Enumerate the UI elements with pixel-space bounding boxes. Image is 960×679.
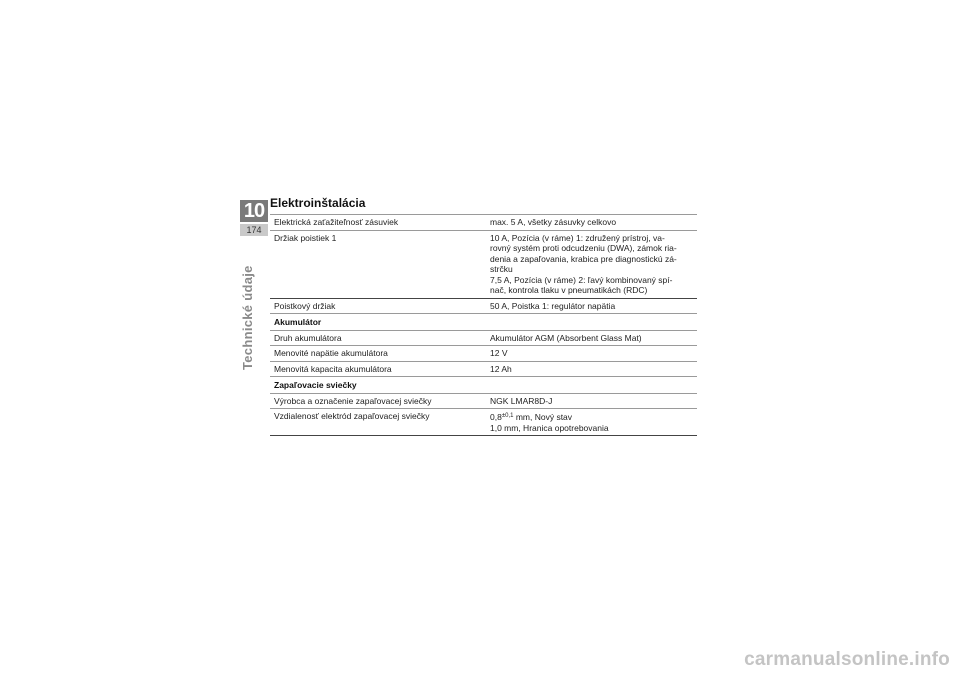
table-row xyxy=(270,393,697,409)
row-value: NGK LMAR8D-J xyxy=(486,393,697,409)
table-row xyxy=(270,346,697,362)
value-line: 10 A, Pozícia (v ráme) 1: združený prístroj, va- xyxy=(490,232,665,243)
spec-table xyxy=(270,214,697,436)
row-label: Druh akumulátora xyxy=(270,330,486,346)
row-value xyxy=(486,230,697,298)
table-row xyxy=(270,215,697,231)
gap-value: 0,8 xyxy=(490,412,502,422)
value-line: 7,5 A, Pozícia (v ráme) 2: ľavý kombinovaný spí- xyxy=(490,274,673,285)
gap-tolerance: ±0,1 xyxy=(501,413,514,419)
section-heading: Zapaľovacie sviečky xyxy=(270,377,697,394)
value-line: strčku xyxy=(490,264,513,274)
row-value: 50 A, Poistka 1: regulátor napätia xyxy=(486,298,697,314)
row-label: Vzdialenosť elektród zapaľovacej sviečky xyxy=(270,409,486,436)
row-label: Výrobca a označenie zapaľovacej sviečky xyxy=(270,393,486,409)
row-value: 12 V xyxy=(486,346,697,362)
row-label: Menovité napätie akumulátora xyxy=(270,346,486,362)
watermark: carmanualsonline.info xyxy=(744,649,950,670)
row-label: Poistkový držiak xyxy=(270,298,486,314)
chapter-number: 10 xyxy=(240,200,268,222)
section-heading: Akumulátor xyxy=(270,314,697,331)
table-row xyxy=(270,230,697,298)
chapter-side-label: Technické údaje xyxy=(240,265,255,370)
page-number: 174 xyxy=(240,224,268,236)
value-line xyxy=(490,411,697,423)
table-row xyxy=(270,330,697,346)
row-label: Držiak poistiek 1 xyxy=(270,230,486,298)
row-label: Elektrická zaťažiteľnosť zásuviek xyxy=(270,215,486,231)
table-row xyxy=(270,361,697,377)
value-line: rovný systém proti odcudzeniu (DWA), zámok ria- xyxy=(490,243,677,253)
row-value: Akumulátor AGM (Absorbent Glass Mat) xyxy=(486,330,697,346)
value-line: 1,0 mm, Hranica opotrebovania xyxy=(490,422,609,433)
gap-unit: mm, Nový stav xyxy=(513,412,573,422)
row-value: 12 Ah xyxy=(486,361,697,377)
row-value xyxy=(486,409,697,436)
section-row xyxy=(270,377,697,394)
table-row xyxy=(270,409,697,436)
row-value: max. 5 A, všetky zásuvky celkovo xyxy=(486,215,697,231)
row-label: Menovitá kapacita akumulátora xyxy=(270,361,486,377)
table-row xyxy=(270,298,697,314)
page-title: Elektroinštalácia xyxy=(270,196,366,210)
value-line: denia a zapaľovania, krabica pre diagnostickú zá- xyxy=(490,253,677,264)
value-line: nač, kontrola tlaku v pneumatikách (RDC) xyxy=(490,285,648,295)
section-row xyxy=(270,314,697,331)
